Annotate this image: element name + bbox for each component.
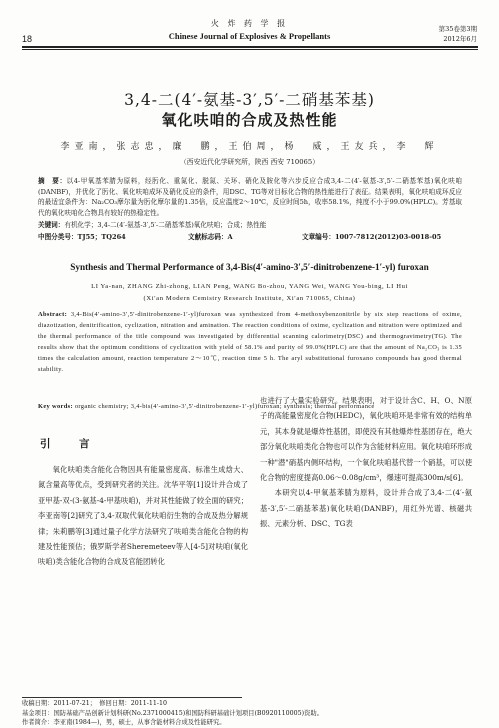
english-affiliation: (Xi′an Modern Cemistry Research Institute, Xi′an 710065, China)	[143, 295, 356, 302]
affiliation-cn: （西安近代化学研究所，陕西 西安 710065）	[179, 158, 320, 166]
journal-title-cn: 火 炸 药 学 报	[210, 19, 289, 28]
header-rule-thick	[22, 46, 478, 48]
body-paragraph: 本研究以4-甲氧基苯腈为原料，设计并合成了3,4-二(4′-氨基-3′,5′-二硝基苯基)氧化呋咱(DANBF)，用红外光谱、核磁共振、元素分析、DSC、TG表	[260, 488, 472, 529]
abstract-cn-label: 摘 要：	[38, 177, 67, 185]
english-title: Synthesis and Thermal Performance of 3,4-Bis(4′-amino-3′,5′-dinitrobenzene-1′-yl) furoxan	[70, 262, 429, 272]
keywords-cn-label: 关键词：	[38, 221, 65, 229]
english-keywords-label: Key words:	[38, 403, 73, 410]
document-code: 文献标志码：A	[188, 233, 233, 241]
english-abstract	[38, 309, 462, 375]
authors-cn: 李亚南，张志忠，廉 鹏，王伯周，杨 威，王友兵，李 辉	[60, 142, 439, 152]
footnotes	[22, 699, 482, 728]
section-heading-introduction: 引 言	[40, 438, 99, 450]
keywords-cn-text: 有机化学；3,4-二(4′-氨基-3′,5′-二硝基苯基)氧化呋咱；合成；热性能	[64, 221, 267, 229]
article-id: 文章编号：1007-7812(2012)03-0018-05	[302, 233, 442, 241]
footnote-rule	[22, 697, 242, 698]
article-title-line2: 氧化呋咱的合成及热性能	[161, 111, 338, 129]
body-paragraph: 也进行了大量实验研究。结果表明，对于设计含C、H、O、N原子的高能量密度化合物(HEDC)，氧化呋咱环是非常有效的结构单元，其本身就是爆炸性基团，即使没有其他爆炸性基团存在，绝大部分氧化呋咱类化合物也可以作为含能材料应用。氧化呋咱环形成一种"潜"硝基内侧环结构，一个氧化呋咱基代替一个硝基，可以使化合物的密度提高0.06～0.08g/cm³，爆速可提高300m/s[6]。	[260, 396, 472, 483]
keywords-cn	[38, 219, 462, 229]
footnote-received: 收稿日期：2011-07-21； 修回日期：2011-11-10	[22, 700, 168, 707]
abstract-cn-text: 以4-甲氧基苯腈为原料，经肟化、重氮化、脱氮、关环、硝化及胺化等六步反应合成3,4-二(4′-氨基-3′,5′-二硝基苯基)氧化呋咱(DANBF)，并优化了肟化、氧化呋咱成环及硝化反应的条件，用DSC、TG等对目标化合物的热性能进行了表征。结果表明，氧化呋咱成环反应的最适宜条件为：Na₂CO₃摩尔量为肟化摩尔量的1.35倍，反应温度2～10℃，反应时间5h，收率58.1%，纯度不小于99.0%(HPLC)。芳基取代的氧化呋咱化合物具有较好的热稳定性。	[38, 177, 463, 217]
page-number: 18	[22, 34, 33, 44]
journal-title-en: Chinese Journal of Explosives & Propellants	[168, 31, 331, 41]
body-paragraph: 氧化呋咱类含能化合物因具有能量密度高、标准生成焓大、氮含量高等优点，受到研究者的关注。沈华平等[1]设计并合成了亚甲基-双-(3-氨基-4-甲基呋咱)，并对其性能做了较全面的研究；李亚南等[2]研究了3,4-双取代氧化呋咱衍生物的合成及热分解规律；朱莉鹏等[3]通过量子化学方法研究了呋咱类含能化合物的构建及性能预估；俄罗斯学者Sheremeteev等人[4-5]对呋咱(氧化呋咱)类含能化合物的合成及官能团转化	[38, 465, 248, 567]
english-abstract-label: Abstract:	[38, 311, 68, 318]
footnote-author-bio: 作者简介：李亚南(1984—)，男，硕士，从事含能材料合成及性能研究。	[22, 719, 226, 726]
clc-number: 中图分类号：TJ55；TQ264	[38, 233, 126, 241]
header-rule-thin	[22, 49, 478, 50]
abstract-cn	[38, 176, 462, 218]
english-keywords-text: organic chemistry; 3,4-bis(4′-amino-3′,5′-dinitrobenzene-1′-yl)furoxan; synthesis; thermal performance	[74, 403, 375, 410]
volume-issue: 第35卷第3期	[438, 25, 477, 33]
article-title-line1: 3,4-二(4′-氨基-3′,5′-二硝基苯基)	[124, 91, 375, 109]
footnote-funding: 基金项目：国防基础产品创新计划科研(No.2371000415)和国防科研基础计划项目(B0920110005)资助。	[22, 709, 323, 717]
issue-date: 2012年6月	[443, 35, 477, 43]
body-column-left	[38, 462, 248, 570]
volume-issue-info	[439, 24, 477, 44]
english-abstract-text: 3,4-Bis(4′-amino-3′,5′-dinitrobenzene-1′-yl)furoxan was synthesized from 4-methoxybenzonitrile by six step reactions of oxime, diazotization, denitrification, cyclization, nitration and amination. The reaction conditions of oxime, cyclization and nitration were optimized and the thermal performance of the title compound was investigated by differential scanning calorimetry(DSC) and thermogravimetry(TG). The results show that the optimum conditions of cyclization with yield of 58.1% and purity of 99.0%(HPLC) are that the amount of Na₂CO₃ is 1.35 times the calculation amount, reaction temperature 2～10℃, reaction time 5 h. The aryl substitutional furoxano compounds has good thermal stability.	[38, 311, 462, 373]
body-column-right	[260, 393, 472, 532]
english-authors: LI Ya-nan, ZHANG Zhi-zhong, LIAN Peng, WANG Bo-zhou, YANG Wei, WANG You-bing, LI Hui	[91, 283, 408, 290]
